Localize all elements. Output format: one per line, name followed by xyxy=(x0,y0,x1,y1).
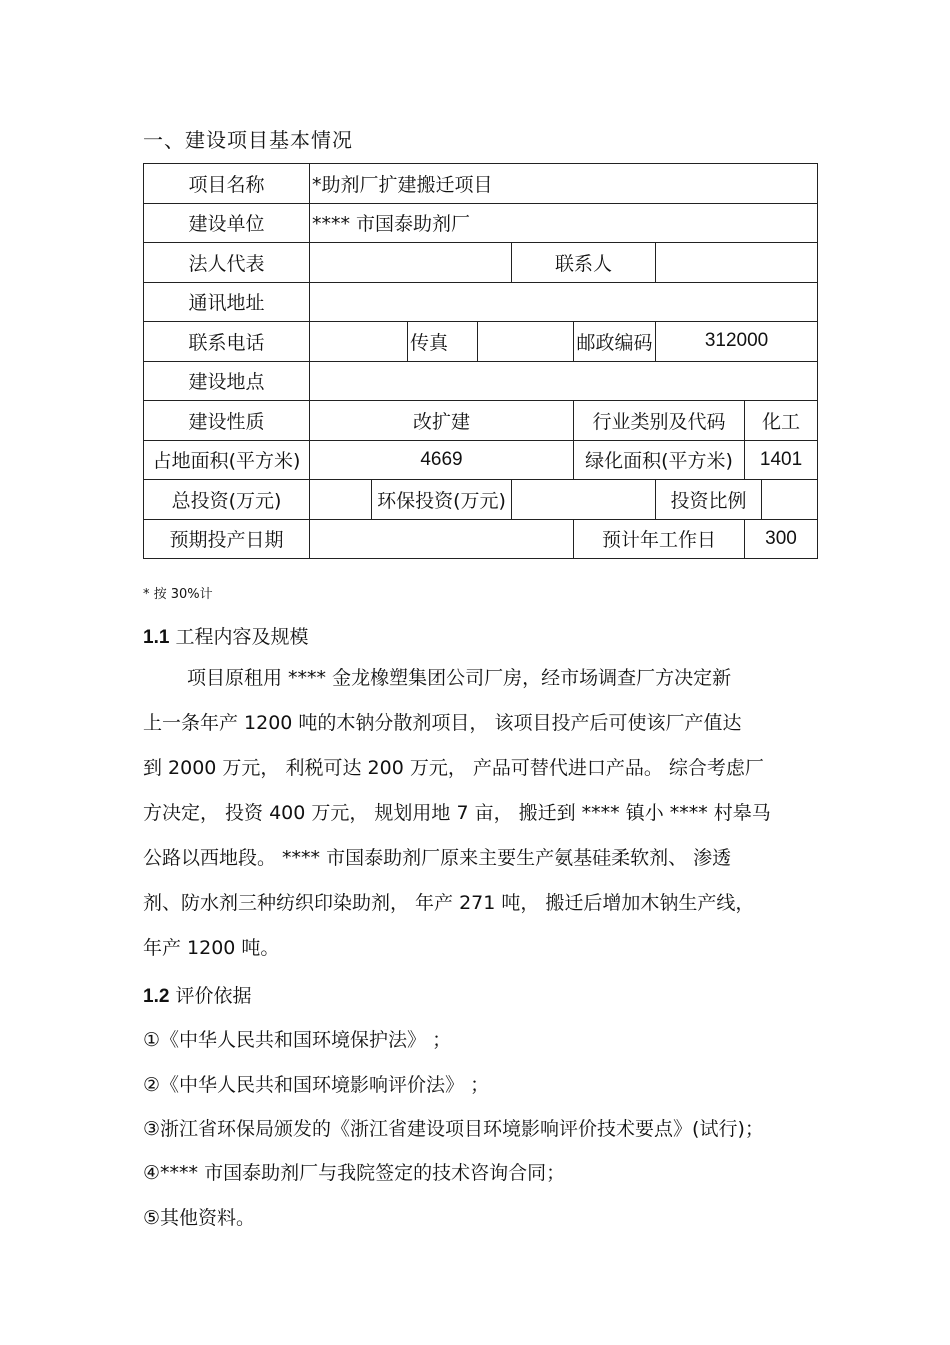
table-row xyxy=(144,203,818,243)
postal-code-value: 312000 xyxy=(656,322,818,362)
contact-person-label: 联系人 xyxy=(512,243,656,283)
section-number: 1.2 xyxy=(143,986,170,1007)
project-name-value: *助剂厂扩建搬迁项目 xyxy=(310,164,818,204)
table-row xyxy=(144,440,818,480)
footnote: * 按 30%计 xyxy=(143,587,213,602)
table-row xyxy=(144,322,818,362)
fax-label: 传真 xyxy=(408,322,478,362)
area-value: 4669 xyxy=(310,440,574,480)
section-title-text: 工程内容及规模 xyxy=(175,626,309,648)
green-area-label: 绿化面积(平方米) xyxy=(574,440,745,480)
paragraph-line: 年产 1200 吨。 xyxy=(143,937,280,959)
investment-ratio-value xyxy=(762,480,818,520)
table-row xyxy=(144,282,818,322)
paragraph-line: 公路以西地段。 **** 市国泰助剂厂原来主要生产氨基硅柔软剂、 渗透 xyxy=(143,847,732,869)
nature-label: 建设性质 xyxy=(144,401,310,441)
industry-label: 行业类别及代码 xyxy=(574,401,745,441)
reference-item: ⑤其他资料。 xyxy=(143,1207,256,1229)
env-investment-label: 环保投资(万元) xyxy=(372,480,512,520)
section-1-2-heading xyxy=(143,981,251,1008)
project-info-table xyxy=(143,163,818,559)
address-value xyxy=(310,282,818,322)
reference-item: ②《中华人民共和国环境影响评价法》 ； xyxy=(143,1074,490,1096)
legal-rep-label: 法人代表 xyxy=(144,243,310,283)
phone-label: 联系电话 xyxy=(144,322,310,362)
project-description xyxy=(143,656,808,971)
workdays-value: 300 xyxy=(745,519,818,559)
investment-ratio-label: 投资比例 xyxy=(656,480,762,520)
table-row xyxy=(144,480,818,520)
nature-value: 改扩建 xyxy=(310,401,574,441)
industry-value: 化工 xyxy=(745,401,818,441)
paragraph-line: 项目原租用 **** 金龙橡塑集团公司厂房，经市场调查厂方决定新 xyxy=(187,667,732,689)
paragraph-line: 到 2000 万元， 利税可达 200 万元， 产品可替代进口产品。 综合考虑厂 xyxy=(143,757,764,779)
table-row xyxy=(144,519,818,559)
reference-item: ①《中华人民共和国环境保护法》 ； xyxy=(143,1029,452,1051)
contact-person-value xyxy=(656,243,818,283)
paragraph-line: 方决定， 投资 400 万元， 规划用地 7 亩， 搬迁到 **** 镇小 **** 村皋马 xyxy=(143,802,771,824)
table-row xyxy=(144,361,818,401)
total-investment-label: 总投资(万元) xyxy=(144,480,310,520)
section-title-text: 评价依据 xyxy=(175,985,252,1007)
location-value xyxy=(310,361,818,401)
production-date-value xyxy=(310,519,574,559)
reference-item: ④**** 市国泰助剂厂与我院签定的技术咨询合同； xyxy=(143,1162,566,1184)
green-area-value: 1401 xyxy=(745,440,818,480)
section-number: 1.1 xyxy=(143,627,170,648)
paragraph-line: 上一条年产 1200 吨的木钠分散剂项目， 该项目投产后可使该厂产值达 xyxy=(143,712,742,734)
table-row xyxy=(144,243,818,283)
total-investment-value xyxy=(310,480,372,520)
table-row xyxy=(144,164,818,204)
builder-value: **** 市国泰助剂厂 xyxy=(310,203,818,243)
fax-value xyxy=(478,322,574,362)
paragraph-line: 剂、防水剂三种纺织印染助剂， 年产 271 吨， 搬迁后增加木钠生产线， xyxy=(143,892,755,914)
project-name-label: 项目名称 xyxy=(144,164,310,204)
location-label: 建设地点 xyxy=(144,361,310,401)
workdays-label: 预计年工作日 xyxy=(574,519,745,559)
builder-label: 建设单位 xyxy=(144,203,310,243)
production-date-label: 预期投产日期 xyxy=(144,519,310,559)
legal-rep-value xyxy=(310,243,512,283)
table-row xyxy=(144,401,818,441)
postal-code-label: 邮政编码 xyxy=(574,322,656,362)
phone-value xyxy=(310,322,408,362)
area-label: 占地面积(平方米) xyxy=(144,440,310,480)
address-label: 通讯地址 xyxy=(144,282,310,322)
env-investment-value xyxy=(512,480,656,520)
section-1-1-heading xyxy=(143,622,308,649)
reference-item: ③浙江省环保局颁发的《浙江省建设项目环境影响评价技术要点》(试行)； xyxy=(143,1118,764,1140)
section-title: 一、建设项目基本情况 xyxy=(143,128,353,152)
